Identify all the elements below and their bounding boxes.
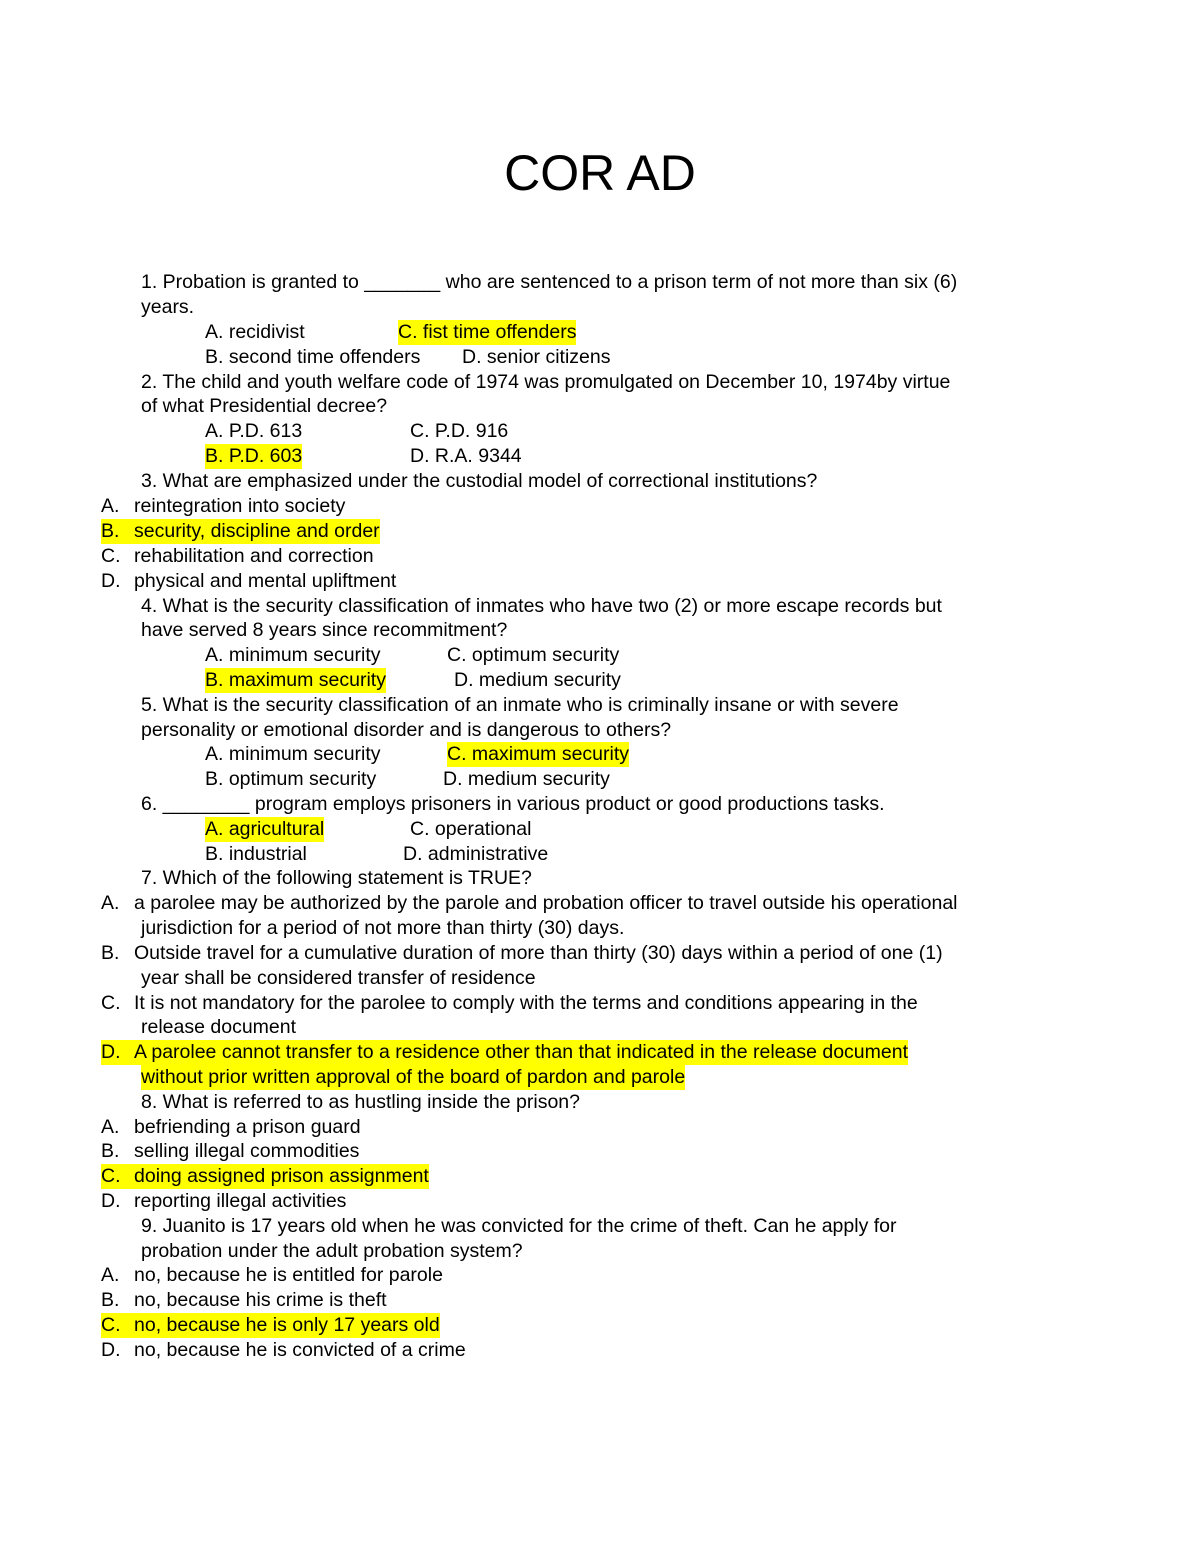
question-3-choice-c xyxy=(101,544,374,569)
choice-text: no, because he is entitled for parole xyxy=(134,1264,443,1286)
question-9-choice-a xyxy=(101,1263,443,1288)
choice-text: It is not mandatory for the parolee to comply with the terms and conditions appearing in the xyxy=(134,992,918,1014)
choice-text: security, discipline and order xyxy=(134,520,380,542)
choice-letter: A. xyxy=(101,1116,120,1138)
choice-text: reintegration into society xyxy=(134,495,346,517)
question-1-stem-line-1: 1. Probation is granted to _______ who are sentenced to a prison term of not more than six (6) xyxy=(141,271,958,293)
question-7-stem: 7. Which of the following statement is TRUE? xyxy=(141,867,532,889)
question-9-choice-d xyxy=(101,1338,466,1363)
choice-letter: B. xyxy=(101,1140,120,1162)
question-1-choice-b: B. second time offenders xyxy=(205,346,421,368)
question-3-choice-a xyxy=(101,494,345,519)
choice-letter: B. xyxy=(101,520,120,542)
question-2-stem-line-2: of what Presidential decree? xyxy=(141,395,388,417)
question-2-choice-a: A. P.D. 613 xyxy=(205,420,303,442)
choice-letter: C. xyxy=(101,1165,121,1187)
question-9-choice-c-answer xyxy=(101,1313,440,1338)
question-9-stem-line-1: 9. Juanito is 17 years old when he was convicted for the crime of theft. Can he apply for xyxy=(141,1215,897,1237)
question-8-stem: 8. What is referred to as hustling inside the prison? xyxy=(141,1091,580,1113)
choice-text: reporting illegal activities xyxy=(134,1190,347,1212)
question-7-choice-a-line-2: jurisdiction for a period of not more than thirty (30) days. xyxy=(141,917,625,939)
choice-text: rehabilitation and correction xyxy=(134,545,374,567)
question-2-choice-b-answer: B. P.D. 603 xyxy=(205,445,303,467)
question-6-choice-d: D. administrative xyxy=(403,843,549,865)
question-7-choice-c-line-1 xyxy=(101,991,918,1016)
question-9-stem-line-2: probation under the adult probation system? xyxy=(141,1240,523,1262)
question-6-choice-c: C. operational xyxy=(410,818,532,840)
choice-letter: C. xyxy=(101,992,121,1014)
question-7-choice-d-answer-line-1 xyxy=(101,1040,908,1065)
question-5-stem-line-2: personality or emotional disorder and is dangerous to others? xyxy=(141,719,672,741)
question-7-choice-c-line-2: release document xyxy=(141,1016,297,1038)
question-1-choice-a: A. recidivist xyxy=(205,321,305,343)
question-3-stem: 3. What are emphasized under the custodial model of correctional institutions? xyxy=(141,470,818,492)
question-7-choice-b-line-1 xyxy=(101,941,943,966)
choice-text: a parolee may be authorized by the parole and probation officer to travel outside his operational xyxy=(134,892,958,914)
question-1-stem-line-2: years. xyxy=(141,296,195,318)
choice-text: physical and mental upliftment xyxy=(134,570,397,592)
question-9-choice-b xyxy=(101,1288,387,1313)
question-2-choice-c: C. P.D. 916 xyxy=(410,420,509,442)
choice-letter: D. xyxy=(101,1339,121,1361)
question-6-stem: 6. ________ program employs prisoners in various product or good productions tasks. xyxy=(141,793,885,815)
choice-letter: D. xyxy=(101,1190,121,1212)
choice-text: befriending a prison guard xyxy=(134,1116,361,1138)
choice-letter: A. xyxy=(101,1264,120,1286)
question-3-choice-b-answer xyxy=(101,519,380,544)
question-4-choice-a: A. minimum security xyxy=(205,644,381,666)
question-1-choice-c-answer: C. fist time offenders xyxy=(398,321,577,343)
question-5-choice-b: B. optimum security xyxy=(205,768,377,790)
question-1-choice-d: D. senior citizens xyxy=(462,346,611,368)
choice-text: no, because he is convicted of a crime xyxy=(134,1339,466,1361)
question-7-choice-b-line-2: year shall be considered transfer of residence xyxy=(141,967,536,989)
question-3-choice-d xyxy=(101,569,396,594)
choice-letter: D. xyxy=(101,1041,121,1063)
question-4-choice-c: C. optimum security xyxy=(447,644,620,666)
question-5-stem-line-1: 5. What is the security classification of an inmate who is criminally insane or with severe xyxy=(141,694,899,716)
question-8-choice-c-answer xyxy=(101,1164,429,1189)
question-5-choice-d: D. medium security xyxy=(443,768,610,790)
choice-text: A parolee cannot transfer to a residence other than that indicated in the release document xyxy=(134,1041,909,1063)
question-8-choice-a xyxy=(101,1115,361,1140)
choice-text: no, because he is only 17 years old xyxy=(134,1314,440,1336)
question-7-choice-d-answer-line-2: without prior written approval of the board of pardon and parole xyxy=(141,1066,686,1088)
question-8-choice-b xyxy=(101,1139,359,1164)
question-4-stem-line-2: have served 8 years since recommitment? xyxy=(141,619,508,641)
choice-text: Outside travel for a cumulative duration of more than thirty (30) days within a period of one (1) xyxy=(134,942,943,964)
question-4-choice-d: D. medium security xyxy=(454,669,621,691)
choice-letter: B. xyxy=(101,1289,120,1311)
choice-letter: A. xyxy=(101,495,120,517)
question-6-choice-b: B. industrial xyxy=(205,843,307,865)
question-2-stem-line-1: 2. The child and youth welfare code of 1974 was promulgated on December 10, 1974by virtue xyxy=(141,371,951,393)
question-4-choice-b-answer: B. maximum security xyxy=(205,669,386,691)
document-title: COR AD xyxy=(504,145,696,201)
choice-text: selling illegal commodities xyxy=(134,1140,360,1162)
question-5-choice-c-answer: C. maximum security xyxy=(447,743,630,765)
question-2-choice-d: D. R.A. 9344 xyxy=(410,445,522,467)
choice-letter: C. xyxy=(101,1314,121,1336)
choice-letter: A. xyxy=(101,892,120,914)
question-4-stem-line-1: 4. What is the security classification of inmates who have two (2) or more escape records but xyxy=(141,595,942,617)
question-6-choice-a-answer: A. agricultural xyxy=(205,818,325,840)
choice-letter: C. xyxy=(101,545,121,567)
choice-text: no, because his crime is theft xyxy=(134,1289,387,1311)
question-7-choice-a-line-1 xyxy=(101,891,958,916)
question-8-choice-d xyxy=(101,1189,346,1214)
choice-letter: B. xyxy=(101,942,120,964)
choice-letter: D. xyxy=(101,570,121,592)
question-5-choice-a: A. minimum security xyxy=(205,743,381,765)
choice-text: doing assigned prison assignment xyxy=(134,1165,429,1187)
